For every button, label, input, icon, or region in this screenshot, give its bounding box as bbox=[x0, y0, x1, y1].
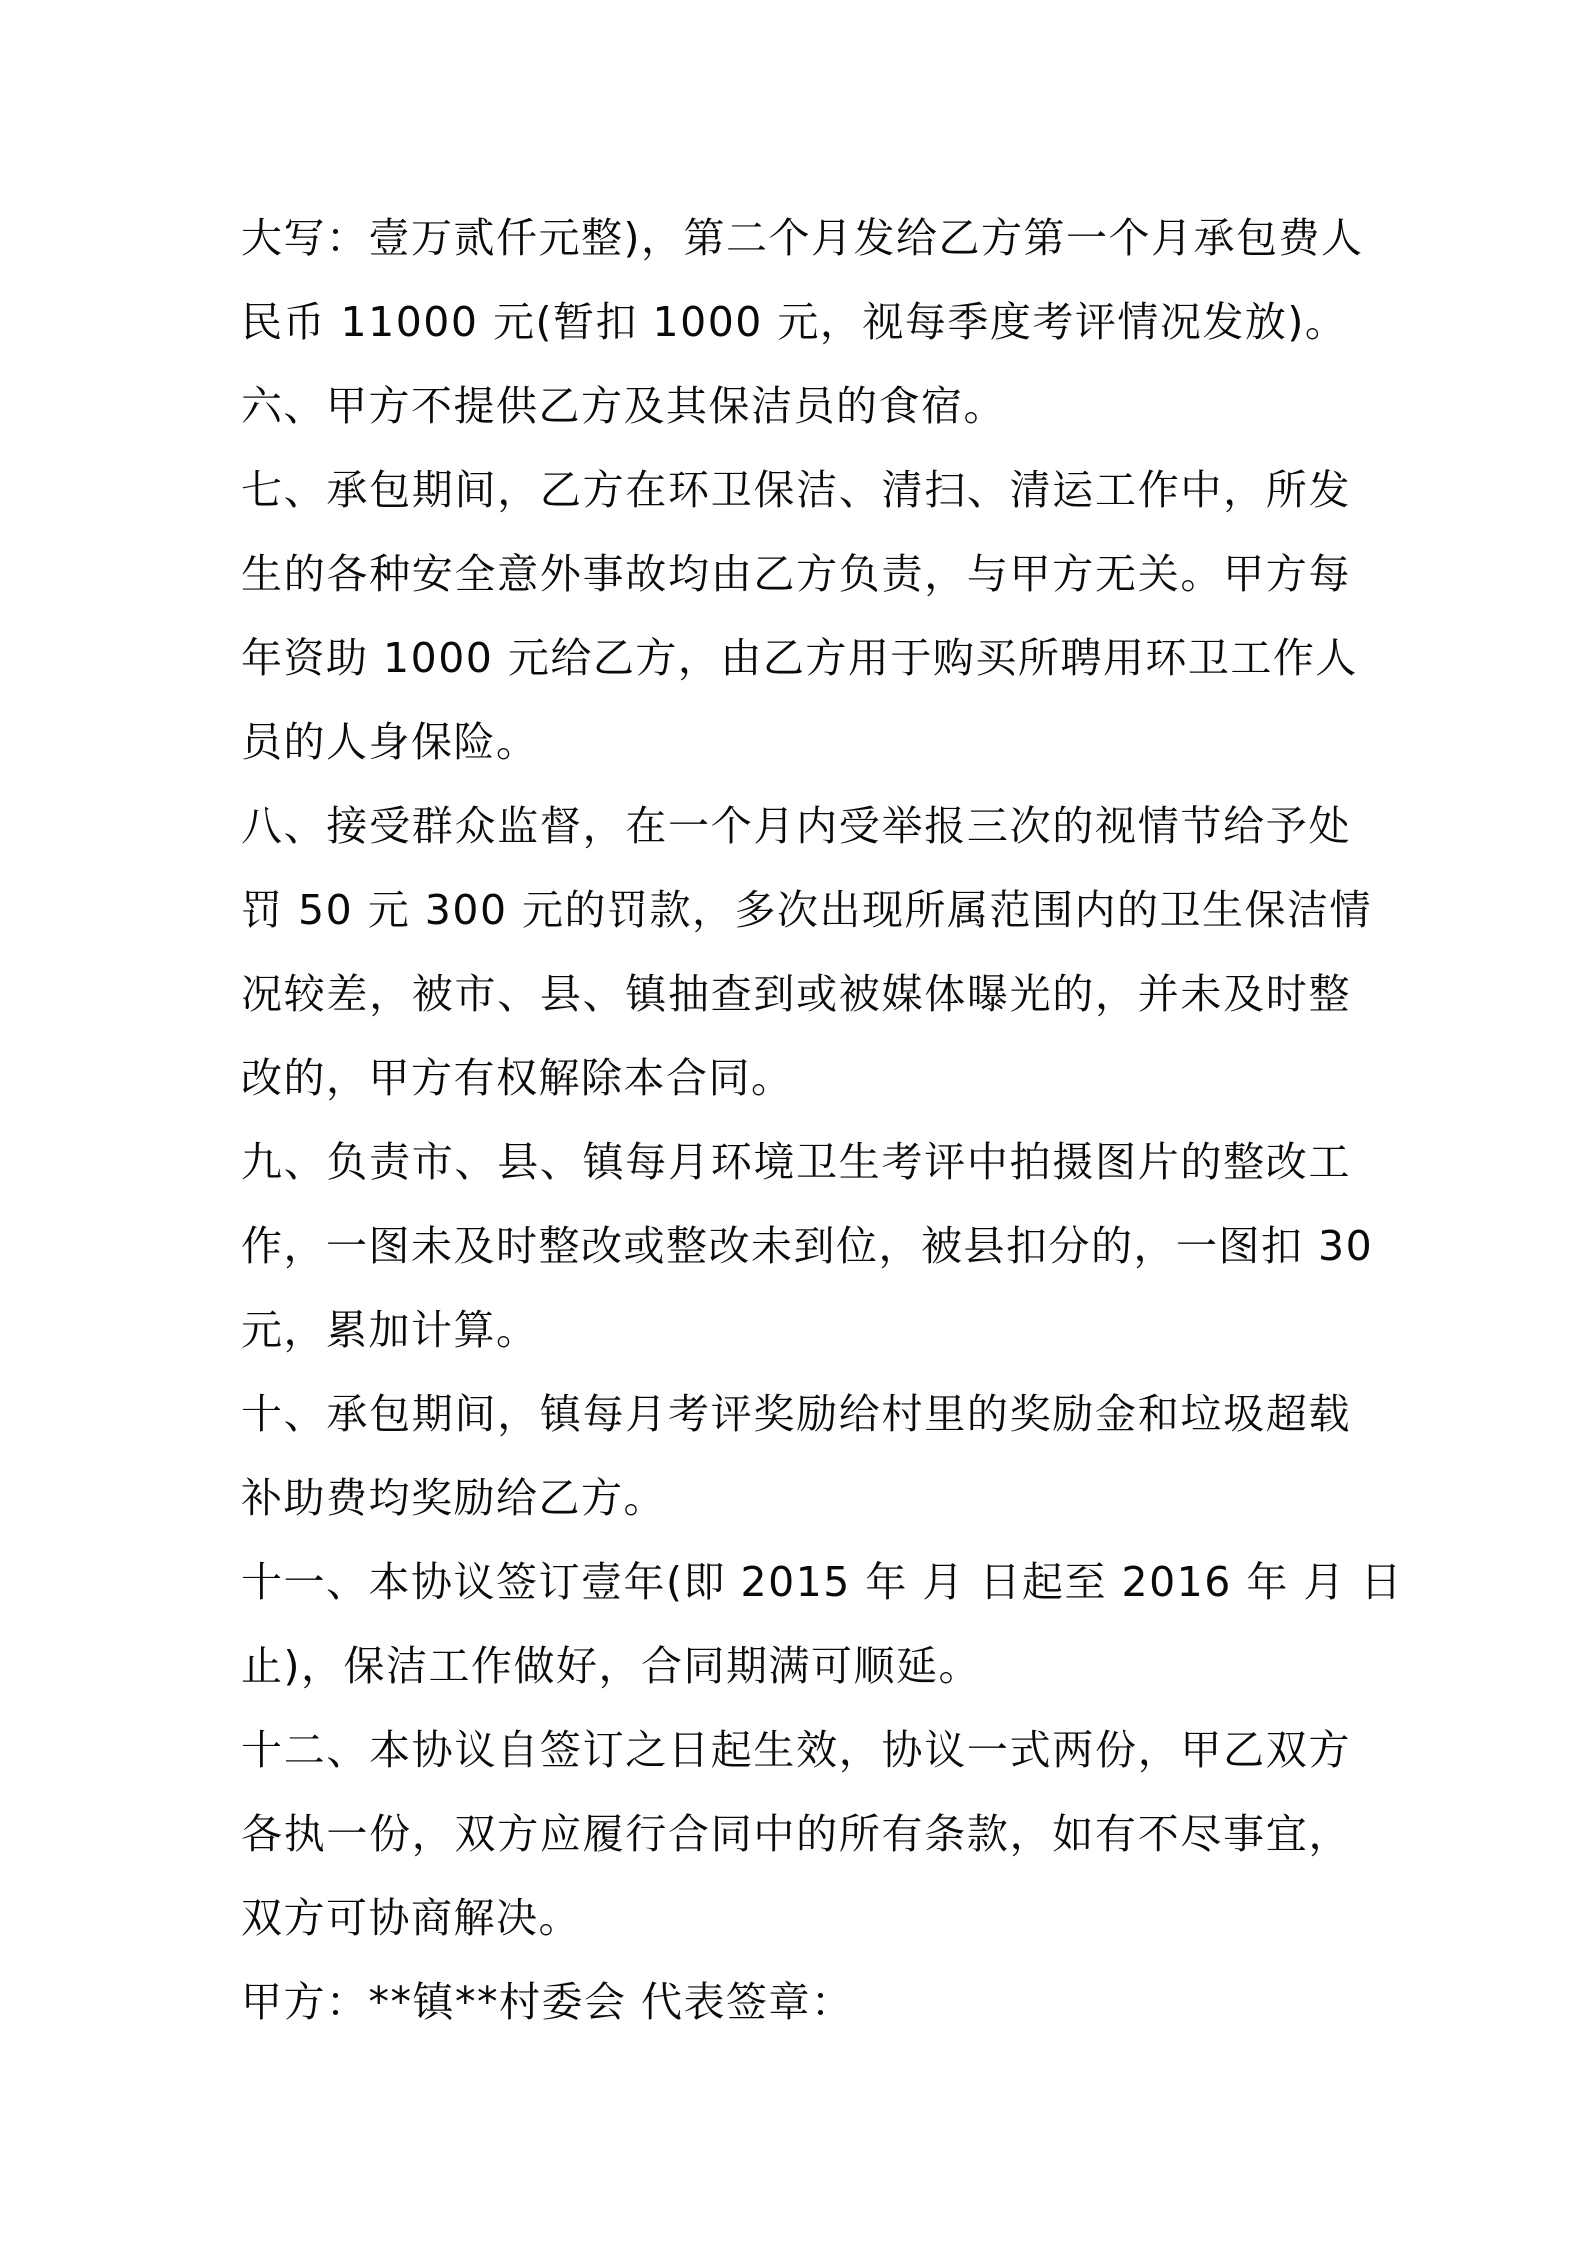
document-body bbox=[241, 196, 1403, 2044]
text-line: 十二、本协议自签订之日起生效，协议一式两份，甲乙双方 bbox=[241, 1726, 1351, 1774]
text-line: 十、承包期间，镇每月考评奖励给村里的奖励金和垃圾超载 bbox=[241, 1390, 1351, 1438]
text-line: 生的各种安全意外事故均由乙方负责，与甲方无关。甲方每 bbox=[241, 550, 1351, 598]
text-line: 各执一份，双方应履行合同中的所有条款，如有不尽事宜， bbox=[241, 1810, 1351, 1858]
text-line: 双方可协商解决。 bbox=[241, 1894, 581, 1942]
text-line: 改的，甲方有权解除本合同。 bbox=[241, 1054, 794, 1102]
text-line: 十一、本协议签订壹年(即 2015 年 月 日起至 2016 年 月 日 bbox=[241, 1558, 1403, 1606]
text-line: 作，一图未及时整改或整改未到位，被县扣分的，一图扣 30 bbox=[241, 1222, 1374, 1270]
text-line: 大写：壹万贰仟元整)，第二个月发给乙方第一个月承包费人 bbox=[241, 214, 1364, 262]
text-line: 六、甲方不提供乙方及其保洁员的食宿。 bbox=[241, 382, 1006, 430]
text-line: 况较差，被市、县、镇抽查到或被媒体曝光的，并未及时整 bbox=[241, 970, 1351, 1018]
text-line: 甲方：**镇**村委会 代表签章： bbox=[241, 1978, 854, 2026]
text-line: 员的人身保险。 bbox=[241, 718, 539, 766]
text-line: 补助费均奖励给乙方。 bbox=[241, 1474, 666, 1522]
text-line: 止)，保洁工作做好，合同期满可顺延。 bbox=[241, 1642, 981, 1690]
text-line: 罚 50 元 300 元的罚款，多次出现所属范围内的卫生保洁情 bbox=[241, 886, 1373, 934]
text-line: 元，累加计算。 bbox=[241, 1306, 539, 1354]
text-line: 七、承包期间，乙方在环卫保洁、清扫、清运工作中，所发 bbox=[241, 466, 1351, 514]
text-line: 九、负责市、县、镇每月环境卫生考评中拍摄图片的整改工 bbox=[241, 1138, 1351, 1186]
text-line: 年资助 1000 元给乙方，由乙方用于购买所聘用环卫工作人 bbox=[241, 634, 1358, 682]
text-line: 八、接受群众监督，在一个月内受举报三次的视情节给予处 bbox=[241, 802, 1351, 850]
text-line: 民币 11000 元(暂扣 1000 元，视每季度考评情况发放)。 bbox=[241, 298, 1348, 346]
